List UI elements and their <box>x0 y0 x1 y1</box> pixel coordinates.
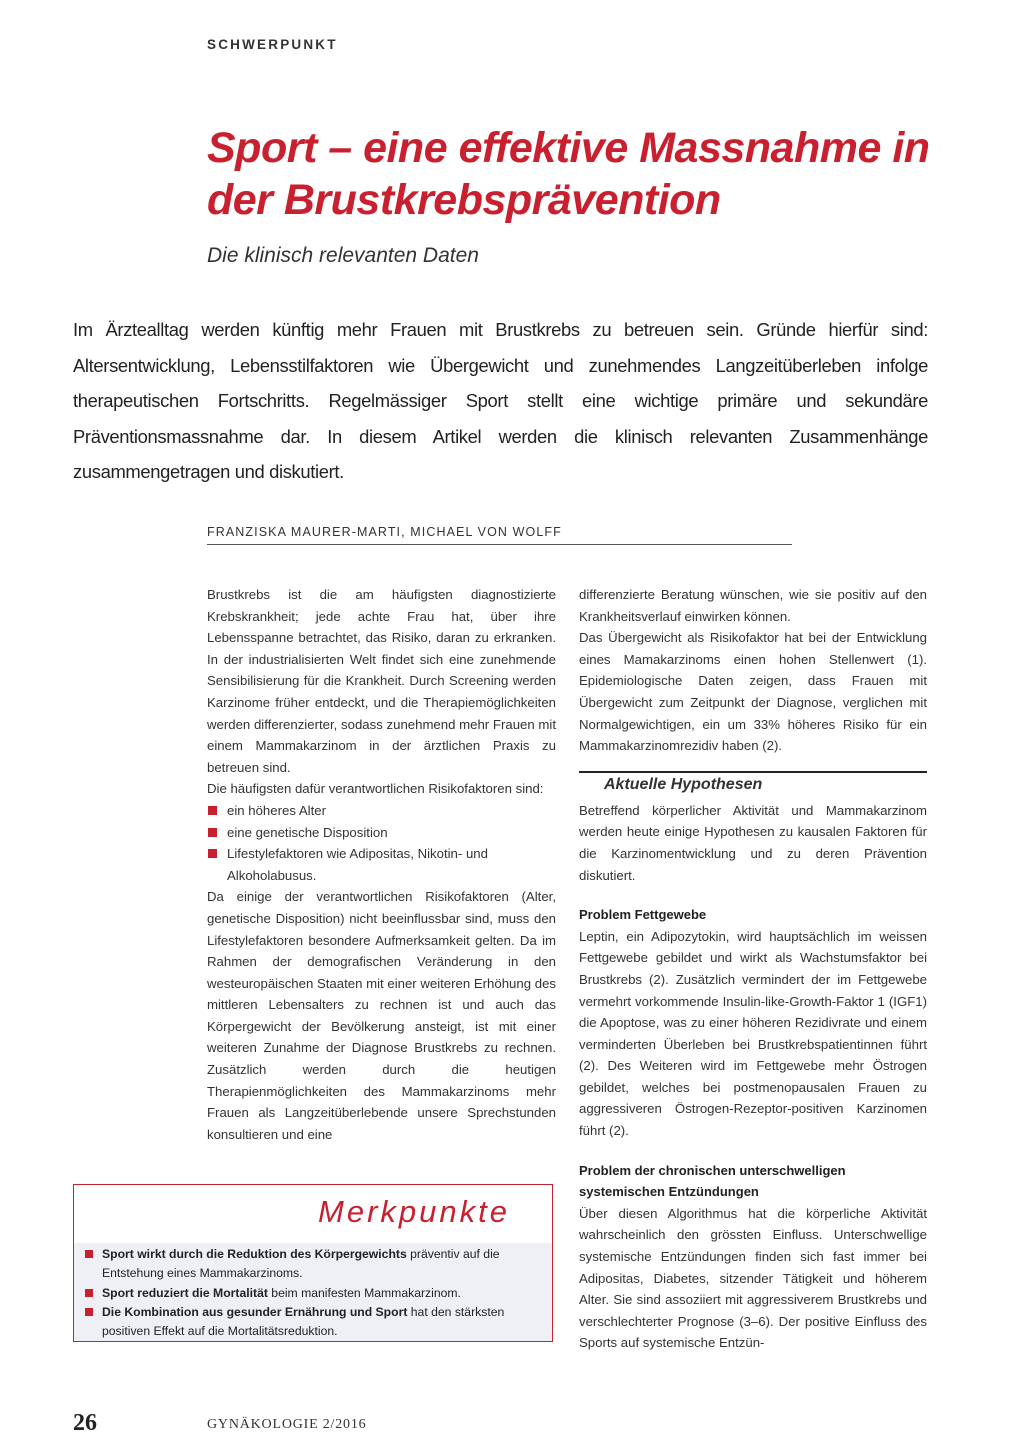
key-point-bold: Sport wirkt durch die Reduktion des Körpergewichts <box>102 1247 407 1261</box>
right-column <box>579 584 927 1354</box>
key-point-bold: Sport reduziert die Mortalität <box>102 1285 268 1300</box>
journal-name: GYNÄKOLOGIE 2/2016 <box>207 1417 367 1432</box>
author-line: FRANZISKA MAURER-MARTI, MICHAEL VON WOLFF <box>207 525 562 539</box>
key-point-text: präventiv auf die Entstehung eines Mammakarzinoms. <box>102 1247 500 1281</box>
subheading-entzuendungen: Problem der chronischen unterschwelligen systemischen Entzündungen <box>579 1162 846 1200</box>
heading-rule <box>579 771 927 773</box>
list-item <box>207 800 556 822</box>
page-number: 26 <box>73 1410 97 1436</box>
list-item-text: eine genetische Disposition <box>227 824 388 840</box>
subheading-fettgewebe: Problem Fettgewebe <box>579 907 707 923</box>
list-item <box>85 1303 540 1342</box>
body-paragraph: Die häufigsten dafür verantwortlichen Risikofaktoren sind: <box>207 781 544 797</box>
body-paragraph: Da einige der verantwortlichen Risikofaktoren (Alter, genetische Disposition) nicht beeinflussbar sind, muss den Lifestylefaktoren besondere Aufmerksamkeit gelten. Da im Rahmen der demografischen Veränderung in den westeuropäischen Staaten mit einer weiteren Erhöhung des mittleren Lebensalters zu rechnen ist und auch das Körpergewicht der Bevölkerung ansteigt, ist mit einer weiteren Zunahme der Diagnose Brustkrebs zu rechnen. Zusätzlich werden durch die heutigen Therapienmöglichkeiten des Mammakarzinoms mehr Frauen als Langzeitüberlebende unsere Sprechstunden konsultieren und eine <box>207 889 556 1142</box>
body-paragraph: Betreffend körperlicher Aktivität und Mammakarzinom werden heute einige Hypothesen zu kausalen Faktoren für die Karzinomentwicklung und zu deren Prävention diskutiert. <box>579 802 927 883</box>
heading-aktuelle-hypothesen: Aktuelle Hypothesen <box>604 776 763 793</box>
article-title: Sport – eine effektive Massnahme in der Brustkrebsprävention <box>207 124 930 224</box>
article-subtitle: Die klinisch relevanten Daten <box>207 244 479 267</box>
body-paragraph: Leptin, ein Adipozytokin, wird hauptsächlich im weissen Fettgewebe gebildet und wirkt als Wachstumsfaktor bei Brustkrebs (2). Zusätzlich vermindert der im Fettgewebe vermehrt vorkommende Insulin-like-Growth-Faktor 1 (IGF1) die Apoptose, was zu einer höheren Rezidivrate und einem verminderten Überleben bei Brustkrebspatientinnen führt (2). Des Weiteren wird im Fettgewebe mehr Östrogen gebildet, welches bei postmenopausalen Frauen zu aggressiveren Östrogen-Rezeptor-positiven Karzinomen führt (2). <box>579 928 927 1139</box>
lead-paragraph: Im Ärztealltag werden künftig mehr Frauen mit Brustkrebs zu betreuen sein. Gründe hierfür sind: Altersentwicklung, Lebensstilfaktoren wie Übergewicht und zunehmendes Langzeitüberleben infolge therapeutischen Fortschritts. Regelmässiger Sport stellt eine wichtige primäre und sekundäre Präventionsmassnahme dar. In diesem Artikel werden die klinisch relevanten Zusammenhänge zusammengetragen und diskutiert. <box>73 319 928 482</box>
bullet-square-icon <box>85 1250 93 1258</box>
section-label: SCHWERPUNKT <box>207 37 338 52</box>
spacer <box>579 1142 927 1160</box>
author-divider <box>207 544 792 545</box>
bullet-square-icon <box>85 1308 93 1316</box>
spacer <box>579 886 927 904</box>
left-column <box>207 584 556 1145</box>
merkpunkte-list <box>85 1245 540 1341</box>
list-item-text: ein höheres Alter <box>227 802 326 818</box>
list-item <box>207 822 556 844</box>
list-item <box>207 843 556 886</box>
body-paragraph: differenzierte Beratung wünschen, wie sie positiv auf den Krankheitsverlauf einwirken können. <box>579 587 927 624</box>
bullet-square-icon <box>208 806 217 815</box>
bullet-square-icon <box>85 1289 93 1297</box>
bullet-square-icon <box>208 828 217 837</box>
key-point-bold: Die Kombination aus gesunder Ernährung und Sport <box>102 1304 408 1319</box>
body-paragraph: Das Übergewicht als Risikofaktor hat bei der Entwicklung eines Mamakarzinoms einen hohen Stellenwert (1). Epidemiologische Daten zeigen, dass Frauen mit Übergewicht zum Zeitpunkt der Diagnose, verglichen mit Normalgewichtigen, ein um 33% höheres Risiko für ein Mammakarzinomrezidiv haben (2). <box>579 630 927 754</box>
body-paragraph: Brustkrebs ist die am häufigsten diagnostizierte Krebskrankheit; jede achte Frau hat, über ihre Lebensspanne betrachtet, das Risiko, daran zu erkranken. In der industrialisierten Welt findet sich eine zunehmende Sensibilisierung für die Krankheit. Durch Screening werden Karzinome früher entdeckt, und die Therapiemöglichkeiten werden differenzierter, sodass zunehmend mehr Frauen mit einem Mammakarzinom in der ärztlichen Praxis zu betreuen sind. <box>207 587 556 775</box>
body-paragraph: Über diesen Algorithmus hat die körperliche Aktivität wahrscheinlich den grössten Einfluss. Unterschwellige systemische Entzündungen finden sich fast immer bei Adipositas, Diabetes, sitzender Tätigkeit und höherem Alter. Sie sind assoziiert mit aggressiverem Brustkrebs und verschlechterter Prognose (3–6). Der positive Einfluss des Sports auf systemische Entzün- <box>579 1205 927 1351</box>
list-item <box>85 1245 540 1284</box>
key-point-text: hat den stärksten positiven Effekt auf die Mortalitätsreduktion. <box>102 1304 505 1339</box>
list-item-text: Lifestylefaktoren wie Adipositas, Nikotin- und Alkoholabusus. <box>227 846 488 883</box>
list-item <box>85 1284 540 1303</box>
bullet-square-icon <box>208 849 217 858</box>
merkpunkte-title: Merkpunkte <box>318 1194 510 1229</box>
key-point-text: beim manifesten Mammakarzinom. <box>267 1285 461 1300</box>
risk-factor-list <box>207 800 556 886</box>
